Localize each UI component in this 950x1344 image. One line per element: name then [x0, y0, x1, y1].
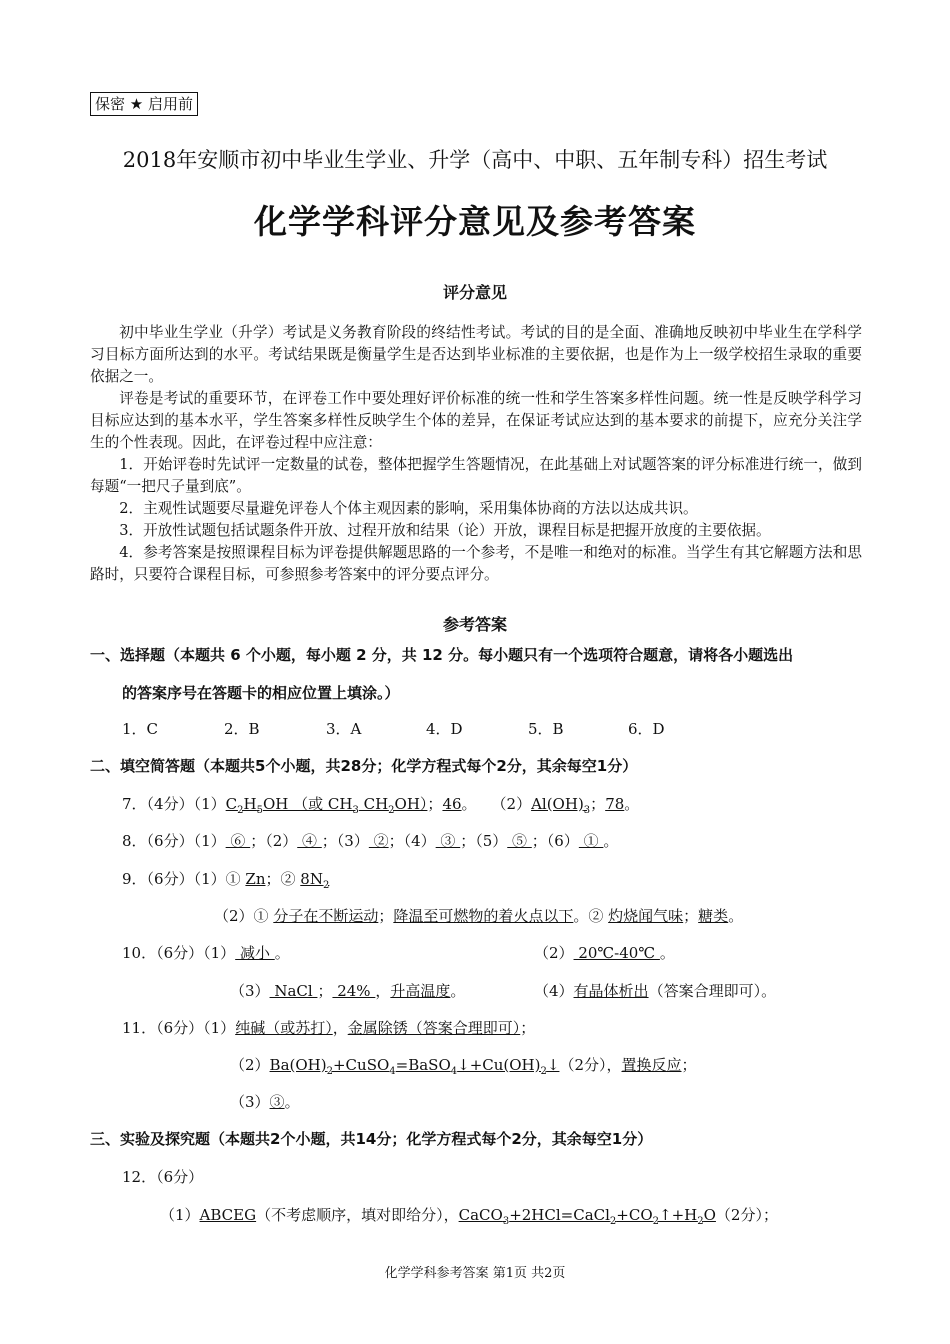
choice-answer: 3．A [326, 720, 362, 738]
scoring-paragraph: 初中毕业生学业（升学）考试是义务教育阶段的终结性考试。考试的目的是全面、准确地反映初中毕业生在学科学习目标方面所达到的水平。考试结果既是衡量学生是否达到毕业标准的主要依据，也是作为上一级学校招生录取的重要依据之一。 [90, 324, 862, 385]
answer-q10-2: （2） 20℃-40℃ 。 [534, 944, 675, 962]
answers-heading: 参考答案 [442, 615, 507, 634]
answer-q9-2: （2）① 分子在不断运动；降温至可燃物的着火点以下。② 灼烧闻气味；糖类。 [214, 907, 744, 925]
scoring-paragraph: 评卷是考试的重要环节，在评卷工作中要处理好评价标准的统一性和学生答案多样性问题。统一性是反映学科学习目标应达到的基本水平，学生答案多样性反映学生个体的差异，在保证考试应达到的基本要求的前提下，应充分关注学生的个性表现。因此，在评卷过程中应注意： [90, 390, 862, 451]
answer-q10-4: （4）有晶体析出（答案合理即可）。 [534, 982, 777, 1000]
choice-answer: 4．D [426, 720, 463, 738]
choice-answer: 6．D [628, 720, 665, 738]
scoring-paragraph: 3．开放性试题包括试题条件开放、过程开放和结果（论）开放，课程目标是把握开放度的主要依据。 [119, 522, 771, 539]
section-1-heading: 一、选择题（本题共 6 个小题，每小题 2 分，共 12 分。每小题只有一个选项符合题意，请将各小题选出 [90, 646, 794, 664]
scoring-paragraph: 2．主观性试题要尽量避免评卷人个体主观因素的影响，采用集体协商的方法以达成共识。 [119, 500, 698, 517]
answer-q7: 7．（4分）$(1)C_2H_5OH$ （或 $CH_3$ $CH_2OH$）；46。 $(2)Al(OH)_3$；78。 [122, 795, 640, 816]
section-1-heading-cont: 的答案序号在答题卡的相应位置上填涂。） [122, 684, 400, 702]
confidential-badge: 保密 ★ 启用前 [90, 92, 198, 116]
page-title: 化学学科评分意见及参考答案 [254, 202, 696, 241]
scoring-paragraph: 1．开始评卷时先试评一定数量的试卷，整体把握学生答题情况，在此基础上对试题答案的评分标准进行统一，做到每题“一把尺子量到底”。 [90, 456, 862, 495]
choice-answer: 5．B [528, 720, 564, 738]
choice-answer: 2．B [224, 720, 260, 738]
answer-q9-1: 9．（6分）（1）① Zn；② $8N_2$ [122, 870, 330, 891]
scoring-heading: 评分意见 [442, 283, 507, 302]
answer-q11-1: 11．（6分）（1）纯碱（或苏打），金属除锈（答案合理即可）； [122, 1019, 536, 1037]
scoring-body [90, 322, 862, 586]
answer-q12-1: （1）ABCEG（不考虑顺序，填对即给分），$CaCO_3+2HCl=CaCl_2+CO_2↑+H_2O(2$分）； [160, 1206, 778, 1227]
answer-q10-3: （3） NaCl ； 24% ，升高温度。 [230, 982, 466, 1000]
scoring-paragraph: 4．参考答案是按照课程目标为评卷提供解题思路的一个参考，不是唯一和绝对的标准。当学生有其它解题方法和思路时，只要符合课程目标，可参照参考答案中的评分要点评分。 [90, 544, 862, 583]
section-3-heading: 三、实验及探究题（本题共2个小题，共14分；化学方程式每个2分，其余每空1分） [90, 1130, 653, 1148]
exam-title: 2018年安顺市初中毕业生学业、升学（高中、中职、五年制专科）招生考试 [122, 148, 828, 172]
answer-q11-3: （3）③。 [230, 1093, 300, 1111]
answer-q10-1: 10．（6分）（1） 减小 。 [122, 944, 290, 962]
section-2-heading: 二、填空简答题（本题共5个小题，共28分；化学方程式每个2分，其余每空1分） [90, 757, 638, 775]
choice-answer: 1．C [122, 720, 159, 738]
page-footer: 化学学科参考答案 第1页 共2页 [384, 1266, 566, 1281]
answer-q12-head: 12．（6分） [122, 1168, 204, 1186]
answer-q11-2: $(2)Ba(OH)_2+CuSO_4=BaSO_4↓+Cu(OH)_2↓(2$分），置换反应； [230, 1056, 697, 1077]
answer-q8: 8．（6分）（1） ⑥ ；（2） ④ ；（3） ②；（4） ③ ；（5） ⑤ ；（6） ① 。 [122, 832, 619, 850]
